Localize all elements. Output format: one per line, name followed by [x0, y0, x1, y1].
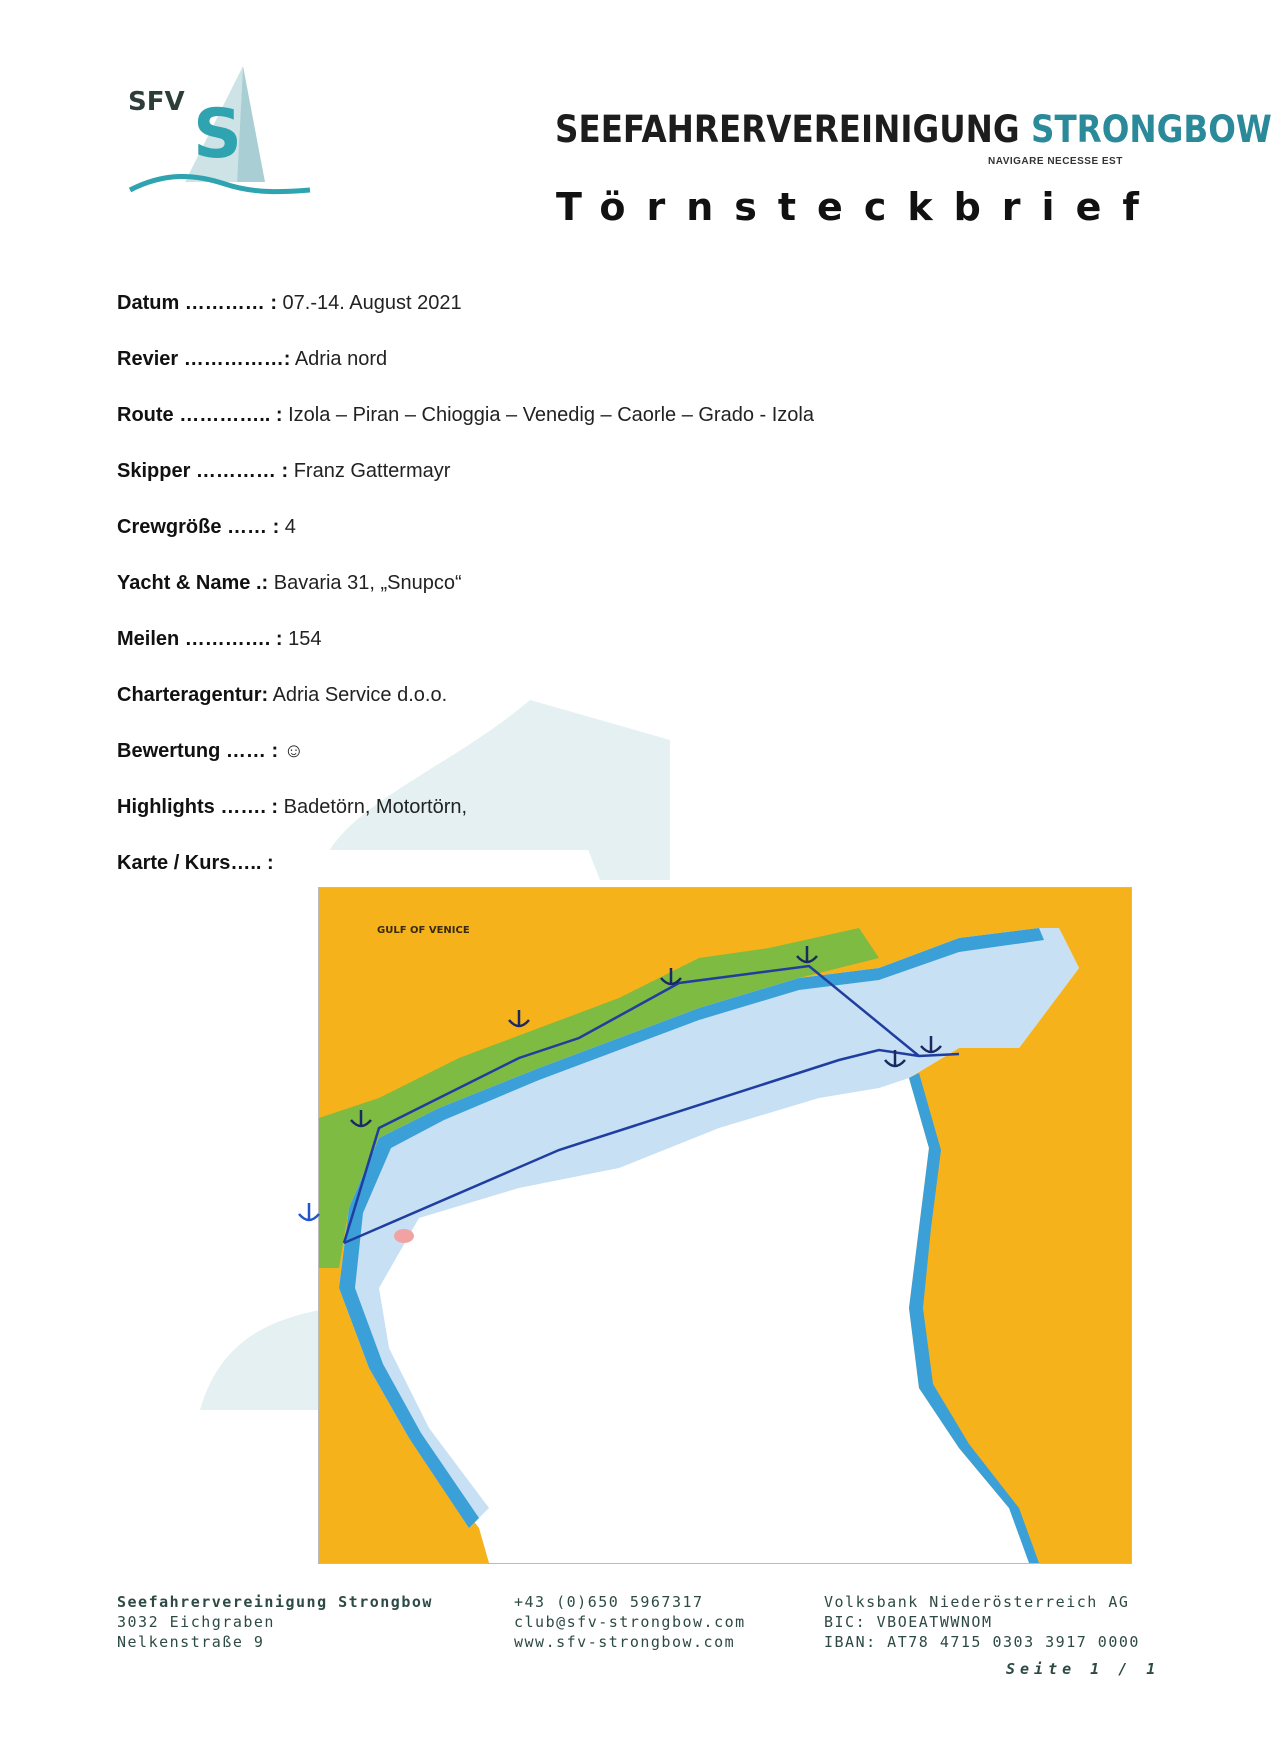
footer-address [117, 1592, 433, 1652]
field-charter: Charteragentur: Adria Service d.o.o. [117, 684, 448, 706]
footer-street: Nelkenstraße 9 [117, 1633, 265, 1651]
footer-bank [824, 1592, 1140, 1652]
nautical-chart [318, 887, 1132, 1564]
brand-motto: NAVIGARE NECESSE EST [988, 156, 1123, 167]
field-bewertung: Bewertung …… : ☺ [117, 740, 305, 762]
trip-fields [117, 290, 814, 906]
sfv-logo [125, 62, 315, 202]
footer-phone: +43 (0)650 5967317 [514, 1593, 704, 1611]
field-highlights: Highlights ……. : Badetörn, Motortörn, [117, 796, 468, 818]
footer-bic: BIC: VBOEATWWNOM [824, 1613, 993, 1631]
footer-bank-name: Volksbank Niederösterreich AG [824, 1593, 1130, 1611]
document-title: Törnsteckbrief [556, 185, 1160, 229]
footer-city: 3032 Eichgraben [117, 1613, 275, 1631]
field-route: Route ………….. : Izola – Piran – Chioggia – Venedig – Caorle – Grado - Izola [117, 404, 814, 426]
logo-text: SFV [128, 87, 185, 117]
footer-contact [514, 1592, 746, 1652]
footer-email[interactable]: club@sfv-strongbow.com [514, 1613, 746, 1631]
footer-website[interactable]: www.sfv-strongbow.com [514, 1633, 736, 1651]
footer-org: Seefahrervereinigung Strongbow [117, 1593, 433, 1611]
chart-title: GULF OF VENICE [377, 925, 470, 936]
field-skipper: Skipper ………… : Franz Gattermayr [117, 460, 451, 482]
brand-name [555, 108, 1272, 151]
field-yacht: Yacht & Name .: Bavaria 31, „Snupco“ [117, 572, 462, 594]
page-number: Seite 1 / 1 [1006, 1660, 1161, 1678]
brand-part2: STRONGBOW [1030, 108, 1272, 151]
field-karte: Karte / Kurs….. : [117, 852, 274, 874]
field-revier: Revier ……………: Adria nord [117, 348, 388, 370]
field-datum: Datum ………… : 07.-14. August 2021 [117, 292, 462, 314]
logo-letter: S [193, 95, 242, 174]
field-meilen: Meilen …………. : 154 [117, 628, 322, 650]
footer-iban: IBAN: AT78 4715 0303 3917 0000 [824, 1633, 1140, 1651]
brand-part1: SEEFAHRERVEREINIGUNG [555, 108, 1020, 151]
field-crew: Crewgröße …… : 4 [117, 516, 296, 538]
